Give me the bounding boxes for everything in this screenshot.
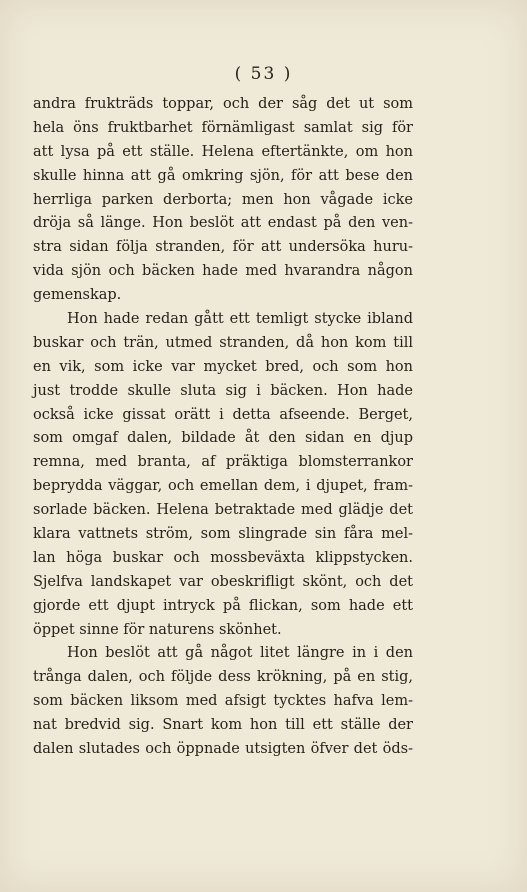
text-line: trånga dalen, och följde dess krökning, på en stig,	[33, 669, 413, 686]
text-line: beprydda väggar, och emellan dem, i djupet, fram-	[33, 478, 413, 495]
text-line: vida sjön och bäcken hade med hvarandra någon	[33, 263, 413, 280]
text-line: buskar och trän, utmed stranden, då hon kom till	[33, 334, 413, 351]
text-line: sorlade bäcken. Helena betraktade med glädje det	[33, 502, 413, 519]
text-line: en vik, som icke var mycket bred, och som hon	[33, 358, 413, 375]
text-line: dröja så länge. Hon beslöt att endast på den ven-	[33, 215, 413, 232]
text-line: andra frukträds toppar, och der såg det ut som	[33, 96, 413, 112]
text-line: just trodde skulle sluta sig i bäcken. Hon hade	[33, 382, 413, 399]
text-line: lan höga buskar och mossbeväxta klippstycken.	[33, 549, 413, 566]
text-line: som omgaf dalen, bildade åt den sidan en djup	[33, 430, 413, 447]
text-line: Hon beslöt att gå något litet längre in i den	[67, 645, 413, 662]
text-line: herrliga parken derborta; men hon vågade icke	[33, 191, 413, 208]
text-line: hela öns fruktbarhet förnämligast samlat sig för	[33, 119, 413, 136]
text-line: skulle hinna att gå omkring sjön, för att bese den	[33, 167, 413, 184]
text-line: gemenskap.	[33, 287, 122, 304]
text-line: öppet sinne för naturens skönhet.	[33, 621, 282, 638]
body-text	[33, 93, 413, 762]
text-line: dalen slutades och öppnade utsigten öfver det öds-	[33, 741, 413, 758]
page-number: ( 53 )	[234, 64, 293, 84]
text-line: remna, med branta, af präktiga blomsterrankor	[33, 454, 413, 471]
text-line: gjorde ett djupt intryck på flickan, som hade ett	[33, 597, 413, 614]
text-line: också icke gissat orätt i detta afseende. Berget,	[33, 406, 413, 423]
text-line: nat bredvid sig. Snart kom hon till ett ställe der	[33, 717, 413, 734]
text-line: klara vattnets ström, som slingrade sin fåra mel-	[33, 526, 413, 543]
text-line: stra sidan följa stranden, för att undersöka huru-	[33, 239, 413, 256]
text-line: Sjelfva landskapet var obeskrifligt skönt, och det	[33, 573, 413, 590]
text-line: som bäcken liksom med afsigt tycktes hafva lem-	[33, 693, 413, 710]
text-line: Hon hade redan gått ett temligt stycke ibland	[67, 311, 413, 328]
text-line: att lysa på ett ställe. Helena eftertänkte, om hon	[33, 143, 413, 160]
